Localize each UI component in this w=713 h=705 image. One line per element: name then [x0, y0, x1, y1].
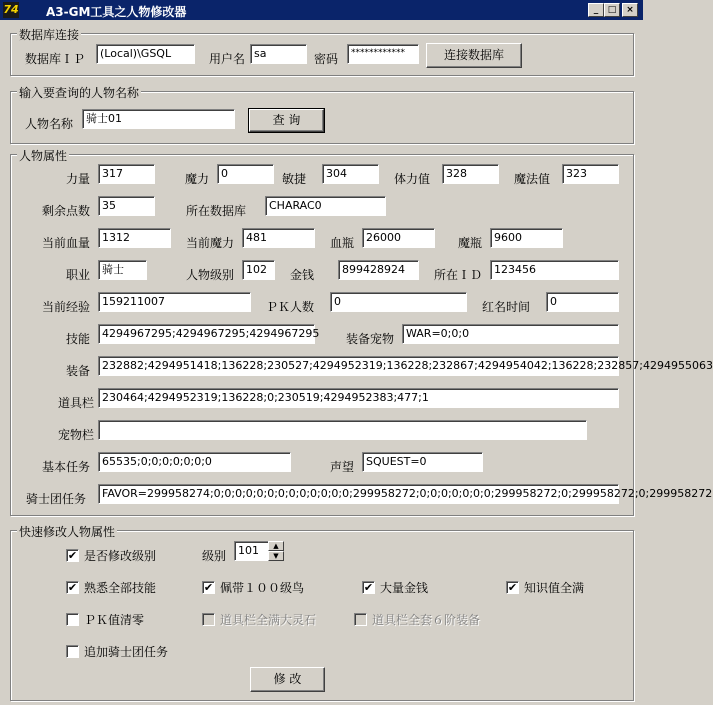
add-knight-task-checkbox[interactable]: [66, 645, 79, 658]
all-skills-checkbox[interactable]: ✔: [67, 581, 78, 594]
knowledge-full-label: 知识值全满: [524, 581, 585, 595]
quick-modify-group-title: 快速修改人物属性: [19, 525, 116, 539]
knowledge-full-checkbox[interactable]: ✔: [507, 581, 518, 594]
database-input[interactable]: CHARAC0: [265, 196, 386, 216]
stamina-label: 体力值: [394, 172, 431, 186]
base-task-input[interactable]: 65535;0;0;0;0;0;0;0: [98, 452, 291, 472]
equipment-input[interactable]: 232882;4294951418;136228;230527;4294952319;136228;232867;4294954042;136228;232857;4294955063: [98, 356, 619, 376]
exp-input[interactable]: 159211007: [98, 292, 251, 312]
knight-task-label: 骑士团任务: [26, 492, 87, 506]
pets-input[interactable]: [98, 420, 587, 440]
quick-level-label: 级别: [202, 549, 227, 563]
pet-equip-label: 装备宠物: [346, 332, 395, 346]
modify-button[interactable]: 修 改: [250, 667, 325, 692]
strength-label: 力量: [66, 172, 91, 186]
strength-input[interactable]: 317: [98, 164, 155, 184]
close-button[interactable]: ×: [622, 3, 638, 17]
app-icon: 74: [3, 3, 19, 16]
db-group-title: 数据库连接: [19, 28, 80, 42]
mp-bottle-label: 魔瓶: [458, 236, 483, 250]
db-ip-input[interactable]: (Local)\GSQL: [96, 44, 195, 64]
wear-bird-checkbox[interactable]: ✔: [203, 581, 214, 594]
points-input[interactable]: 35: [98, 196, 155, 216]
all-skills-label: 熟悉全部技能: [84, 581, 157, 595]
level-spin-down-button[interactable]: ▼: [268, 551, 284, 561]
red-time-label: 红名时间: [482, 300, 531, 314]
items-elixir-checkbox[interactable]: [202, 613, 215, 626]
char-name-label: 人物名称: [25, 117, 74, 131]
magic-input[interactable]: 0: [217, 164, 274, 184]
add-knight-task-label: 追加骑士团任务: [84, 645, 169, 659]
level-spin-up-button[interactable]: ▲: [268, 541, 284, 551]
connect-db-button[interactable]: 连接数据库: [426, 43, 522, 68]
lots-gold-label: 大量金钱: [380, 581, 429, 595]
magic-label: 魔力: [185, 172, 210, 186]
red-time-input[interactable]: 0: [546, 292, 619, 312]
items-input[interactable]: 230464;4294952319;136228;0;230519;4294952383;477;1: [98, 388, 619, 408]
level-label: 人物级别: [186, 268, 235, 282]
clear-pk-label: ＰＫ值清零: [84, 613, 145, 627]
skills-input[interactable]: 4294967295;4294967295;4294967295: [98, 324, 315, 344]
pet-equip-input[interactable]: WAR=0;0;0: [402, 324, 619, 344]
agility-label: 敏捷: [282, 172, 307, 186]
reputation-input[interactable]: SQUEST=0: [362, 452, 483, 472]
mana-label: 魔法值: [514, 172, 551, 186]
id-label: 所在ＩＤ: [434, 268, 483, 282]
db-password-input[interactable]: ************: [347, 44, 419, 64]
skills-label: 技能: [66, 332, 91, 346]
level-input[interactable]: 102: [242, 260, 275, 280]
wear-bird-label: 佩带１００级鸟: [220, 581, 305, 595]
base-task-label: 基本任务: [42, 460, 91, 474]
cur-mp-label: 当前魔力: [186, 236, 235, 250]
mp-bottle-input[interactable]: 9600: [490, 228, 563, 248]
points-label: 剩余点数: [42, 204, 91, 218]
stamina-input[interactable]: 328: [442, 164, 499, 184]
mana-input[interactable]: 323: [562, 164, 619, 184]
cur-hp-input[interactable]: 1312: [98, 228, 171, 248]
query-group-title: 输入要查询的人物名称: [19, 86, 140, 100]
window-title: A3-GM工具之人物修改器: [46, 5, 187, 19]
id-input[interactable]: 123456: [490, 260, 619, 280]
clear-pk-checkbox[interactable]: [66, 613, 79, 626]
job-label: 职业: [66, 268, 91, 282]
db-ip-label: 数据库ＩＰ: [25, 52, 86, 66]
items-label: 道具栏: [58, 396, 95, 410]
pets-label: 宠物栏: [58, 428, 95, 442]
modify-level-checkbox[interactable]: ✔: [67, 549, 78, 562]
gold-input[interactable]: 899428924: [338, 260, 419, 280]
title-bar[interactable]: [0, 0, 643, 20]
char-name-input[interactable]: 骑士01: [82, 109, 235, 129]
attributes-group-title: 人物属性: [19, 149, 68, 163]
minimize-button[interactable]: _: [588, 3, 604, 17]
hp-bottle-input[interactable]: 26000: [362, 228, 435, 248]
cur-mp-input[interactable]: 481: [242, 228, 315, 248]
db-password-label: 密码: [314, 52, 339, 66]
database-label: 所在数据库: [186, 204, 247, 218]
exp-label: 当前经验: [42, 300, 91, 314]
job-input[interactable]: 骑士: [98, 260, 147, 280]
pk-label: ＰＫ人数: [266, 300, 315, 314]
items-equip6-label: 道具栏全套６阶装备: [372, 613, 481, 627]
cur-hp-label: 当前血量: [42, 236, 91, 250]
query-button[interactable]: 查 询: [249, 109, 324, 132]
agility-input[interactable]: 304: [322, 164, 379, 184]
modify-level-label: 是否修改级别: [84, 549, 157, 563]
knight-task-input[interactable]: FAVOR=299958274;0;0;0;0;0;0;0;0;0;0;0;0;0;299958272;0;0;0;0;0;0;0;299958272;0;299958272;0;299958272: [98, 484, 619, 504]
reputation-label: 声望: [330, 460, 355, 474]
items-elixir-label: 道具栏全满大灵石: [220, 613, 317, 627]
items-equip6-checkbox[interactable]: [354, 613, 367, 626]
lots-gold-checkbox[interactable]: ✔: [363, 581, 374, 594]
db-user-label: 用户名: [209, 52, 246, 66]
gold-label: 金钱: [290, 268, 315, 282]
equipment-label: 装备: [66, 364, 91, 378]
quick-level-input[interactable]: 101: [234, 541, 269, 561]
pk-input[interactable]: 0: [330, 292, 467, 312]
db-user-input[interactable]: sa: [250, 44, 307, 64]
maximize-button[interactable]: □: [604, 3, 620, 17]
hp-bottle-label: 血瓶: [330, 236, 355, 250]
